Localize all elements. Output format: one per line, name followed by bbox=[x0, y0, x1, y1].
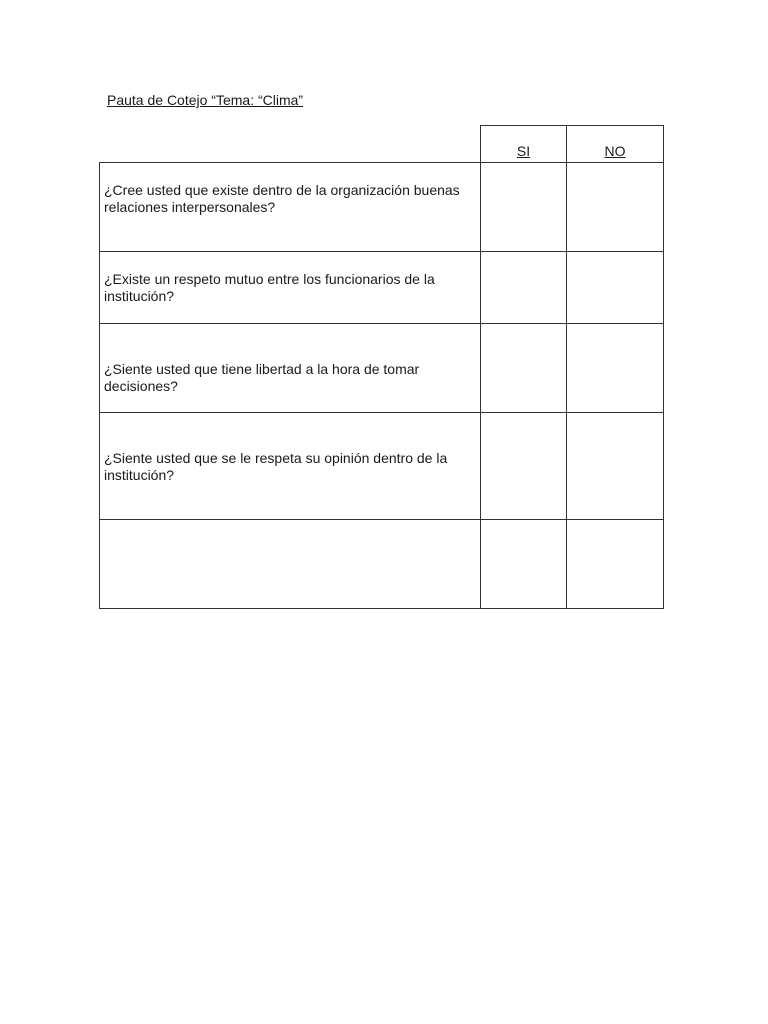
table-row bbox=[100, 252, 664, 324]
answer-yes-cell[interactable] bbox=[481, 413, 567, 520]
answer-yes-cell[interactable] bbox=[481, 324, 567, 413]
question-cell bbox=[100, 324, 481, 413]
question-cell bbox=[100, 252, 481, 324]
document-title: Pauta de Cotejo “Tema: “Clima” bbox=[107, 92, 304, 108]
question-text: ¿Siente usted que se le respeta su opinión dentro de la institución? bbox=[104, 450, 448, 483]
table-row bbox=[100, 520, 664, 609]
answer-yes-cell[interactable] bbox=[481, 520, 567, 609]
header-no bbox=[567, 126, 664, 163]
header-yes-label: SI bbox=[516, 143, 531, 159]
question-cell bbox=[100, 163, 481, 252]
table-row bbox=[100, 324, 664, 413]
question-cell bbox=[100, 520, 481, 609]
question-text: ¿Cree usted que existe dentro de la organización buenas relaciones interpersonales? bbox=[104, 182, 460, 215]
header-no-label: NO bbox=[604, 143, 626, 159]
checklist-table bbox=[99, 125, 664, 609]
table-row bbox=[100, 413, 664, 520]
table-header-row bbox=[100, 126, 664, 163]
table-row bbox=[100, 163, 664, 252]
answer-no-cell[interactable] bbox=[567, 252, 664, 324]
answer-yes-cell[interactable] bbox=[481, 252, 567, 324]
header-blank-cell bbox=[100, 126, 481, 163]
answer-no-cell[interactable] bbox=[567, 413, 664, 520]
header-yes bbox=[481, 126, 567, 163]
answer-no-cell[interactable] bbox=[567, 324, 664, 413]
answer-no-cell[interactable] bbox=[567, 520, 664, 609]
question-text: ¿Existe un respeto mutuo entre los funcionarios de la institución? bbox=[104, 271, 435, 304]
question-cell bbox=[100, 413, 481, 520]
question-text: ¿Siente usted que tiene libertad a la hora de tomar decisiones? bbox=[104, 361, 420, 394]
answer-yes-cell[interactable] bbox=[481, 163, 567, 252]
answer-no-cell[interactable] bbox=[567, 163, 664, 252]
